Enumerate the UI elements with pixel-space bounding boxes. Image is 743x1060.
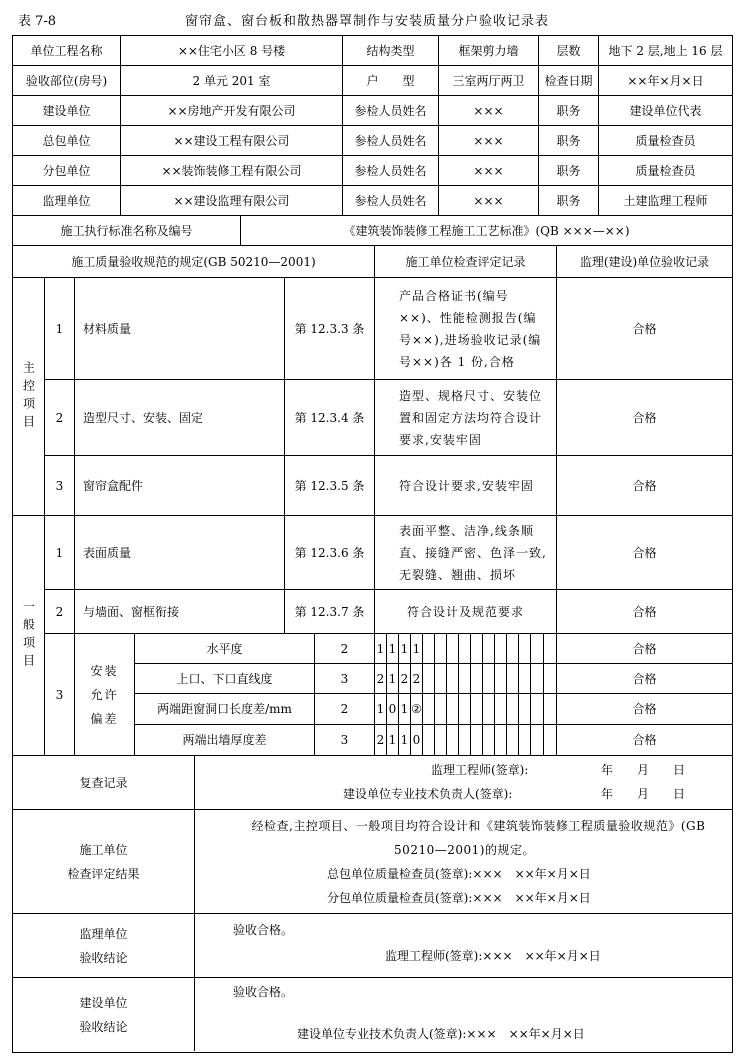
- item-record: 表面平整、洁净,线条顺直、接缝严密、色泽一致,无裂缝、翘曲、损坏: [375, 516, 557, 590]
- owner-result: [195, 978, 732, 1051]
- owner-text: 验收合格。: [233, 985, 294, 999]
- measure-cell: 1: [399, 725, 411, 756]
- construction-label: 施工单位 检查评定结果: [13, 810, 195, 914]
- measure-cell: [483, 634, 495, 664]
- tolerance-result: 合格: [557, 664, 732, 694]
- participant-unit-value: ××建设工程有限公司: [121, 126, 343, 156]
- item-record: 产品合格证书(编号××)、性能检测报告(编号××),进场验收记录(编号××)各 1 份,合格: [375, 278, 557, 380]
- standard-label: 施工执行标准名称及编号: [13, 216, 241, 246]
- measure-cell: [519, 725, 531, 756]
- item-clause: 第 12.3.5 条: [285, 456, 375, 516]
- measure-cell: 2: [411, 664, 423, 694]
- measure-cell: 1: [387, 725, 399, 756]
- measure-cell: ②: [411, 694, 423, 725]
- floors-value: 地下 2 层,地上 16 层: [599, 36, 732, 66]
- measure-cell: [544, 664, 557, 694]
- part-label: 验收部位(房号): [13, 66, 121, 96]
- participant-name-value: ×××: [439, 126, 539, 156]
- participant-name-label: 参检人员姓名: [343, 186, 439, 216]
- measure-cell: 1: [387, 664, 399, 694]
- measure-cell: [471, 634, 483, 664]
- participant-unit-label: 总包单位: [13, 126, 121, 156]
- tolerance-result: 合格: [557, 694, 732, 725]
- item-clause: 第 12.3.4 条: [285, 380, 375, 456]
- participant-name-label: 参检人员姓名: [343, 96, 439, 126]
- participant-duty-label: 职务: [539, 126, 599, 156]
- measure-cell: [423, 664, 435, 694]
- part-value: 2 单元 201 室: [121, 66, 343, 96]
- measure-cell: [423, 634, 435, 664]
- review-signatures: [195, 756, 732, 810]
- participant-name-label: 参检人员姓名: [343, 156, 439, 186]
- structure-label: 结构类型: [343, 36, 439, 66]
- measure-cell: [507, 634, 519, 664]
- measure-cell: [483, 664, 495, 694]
- measure-cell: 1: [399, 634, 411, 664]
- measure-cell: [531, 634, 544, 664]
- participant-duty-label: 职务: [539, 156, 599, 186]
- measure-cell: [459, 664, 471, 694]
- measure-cell: 2: [375, 664, 387, 694]
- measure-cell: [519, 664, 531, 694]
- participant-duty-label: 职务: [539, 96, 599, 126]
- measure-cell: 0: [387, 694, 399, 725]
- measure-cell: [495, 725, 507, 756]
- measure-cell: [519, 634, 531, 664]
- measure-cell: [531, 664, 544, 694]
- item-number: 3: [45, 634, 75, 756]
- measure-cell: [471, 664, 483, 694]
- item-number: 1: [45, 516, 75, 590]
- measure-cell: 1: [375, 634, 387, 664]
- measure-cell: [495, 694, 507, 725]
- item-clause: 第 12.3.6 条: [285, 516, 375, 590]
- supervision-sign: 监理工程师(签章):××× ××年×月×日: [385, 949, 601, 963]
- tolerance-allow: 2: [315, 694, 375, 725]
- participant-name-value: ×××: [439, 186, 539, 216]
- participant-unit-value: ××建设监理有限公司: [121, 186, 343, 216]
- measure-cell: [483, 694, 495, 725]
- measure-cell: [507, 725, 519, 756]
- measure-cell: [447, 725, 459, 756]
- tolerance-name: 安装允许偏差: [75, 634, 135, 756]
- participant-unit-value: ××房地产开发有限公司: [121, 96, 343, 126]
- participant-name-label: 参检人员姓名: [343, 126, 439, 156]
- measure-cell: [447, 634, 459, 664]
- item-result: 合格: [557, 590, 732, 634]
- measure-cell: [435, 694, 447, 725]
- item-result: 合格: [557, 516, 732, 590]
- tolerance-item: 上口、下口直线度: [135, 664, 315, 694]
- floors-label: 层数: [539, 36, 599, 66]
- owner-label: 建设单位 验收结论: [13, 978, 195, 1051]
- owner-sign: 建设单位专业技术负责人(签章):××× ××年×月×日: [297, 1027, 585, 1041]
- structure-value: 框架剪力墙: [439, 36, 539, 66]
- measure-cell: [507, 694, 519, 725]
- participant-duty-value: 建设单位代表: [599, 96, 732, 126]
- measure-cell: [544, 634, 557, 664]
- type-label: 户 型: [343, 66, 439, 96]
- review-owner-sign: 建设单位专业技术负责人(签章):: [343, 787, 513, 801]
- tolerance-result: 合格: [557, 634, 732, 664]
- measure-cell: [544, 725, 557, 756]
- acceptance-table: [12, 35, 733, 1053]
- review-supervisor-sign: 监理工程师(签章):: [431, 763, 529, 777]
- tolerance-allow: 3: [315, 664, 375, 694]
- measure-cell: [423, 694, 435, 725]
- measure-cell: [507, 664, 519, 694]
- item-clause: 第 12.3.7 条: [285, 590, 375, 634]
- measure-cell: [459, 725, 471, 756]
- participant-unit-label: 分包单位: [13, 156, 121, 186]
- measure-cell: [435, 664, 447, 694]
- supervision-label: 监理单位 验收结论: [13, 914, 195, 978]
- measure-cell: [423, 725, 435, 756]
- participant-duty-value: 土建监理工程师: [599, 186, 732, 216]
- measure-cell: [447, 694, 459, 725]
- type-value: 三室两厅两卫: [439, 66, 539, 96]
- subcontractor-sign: 分包单位质量检查员(签章):××× ××年×月×日: [327, 891, 591, 905]
- supervision-result: [195, 914, 732, 978]
- item-name: 材料质量: [75, 278, 285, 380]
- measure-cell: [531, 694, 544, 725]
- record-header: 施工单位检查评定记录: [375, 246, 557, 278]
- construction-result: [195, 810, 732, 914]
- project-label: 单位工程名称: [13, 36, 121, 66]
- measure-cell: [471, 694, 483, 725]
- standard-value: 《建筑装饰装修工程施工工艺标准》(QB ×××—××): [241, 216, 732, 246]
- review-date: 年 月 日: [601, 763, 686, 777]
- measure-cell: 1: [411, 634, 423, 664]
- table-header: [0, 8, 743, 30]
- participant-duty-label: 职务: [539, 186, 599, 216]
- participant-name-value: ×××: [439, 156, 539, 186]
- item-clause: 第 12.3.3 条: [285, 278, 375, 380]
- spec-header: 施工质量验收规范的规定(GB 50210—2001): [13, 246, 375, 278]
- item-record: 符合设计及规范要求: [375, 590, 557, 634]
- general-contractor-sign: 总包单位质量检查员(签章):××× ××年×月×日: [327, 867, 591, 881]
- item-number: 2: [45, 590, 75, 634]
- item-number: 2: [45, 380, 75, 456]
- measure-cell: [495, 634, 507, 664]
- general-group-label: 一般项目: [13, 516, 45, 756]
- tolerance-allow: 2: [315, 634, 375, 664]
- table-number: 表 7-8: [18, 14, 57, 29]
- measure-cell: [495, 664, 507, 694]
- measure-cell: [435, 725, 447, 756]
- tolerance-result: 合格: [557, 725, 732, 756]
- participant-duty-value: 质量检查员: [599, 156, 732, 186]
- tolerance-allow: 3: [315, 725, 375, 756]
- participant-duty-value: 质量检查员: [599, 126, 732, 156]
- measure-cell: 2: [375, 725, 387, 756]
- participant-unit-label: 监理单位: [13, 186, 121, 216]
- date-label: 检查日期: [539, 66, 599, 96]
- item-result: 合格: [557, 278, 732, 380]
- participant-unit-label: 建设单位: [13, 96, 121, 126]
- participant-name-value: ×××: [439, 96, 539, 126]
- measure-cell: [459, 694, 471, 725]
- item-name: 窗帘盒配件: [75, 456, 285, 516]
- review-date: 年 月 日: [601, 787, 686, 801]
- table-title: 窗帘盒、窗台板和散热器罩制作与安装质量分户验收记录表: [185, 14, 550, 29]
- measure-cell: 0: [411, 725, 423, 756]
- measure-cell: [435, 634, 447, 664]
- measure-cell: [544, 694, 557, 725]
- item-result: 合格: [557, 456, 732, 516]
- main-group-label: 主控项目: [13, 278, 45, 516]
- supervision-text: 验收合格。: [233, 923, 294, 937]
- item-record: 符合设计要求,安装牢固: [375, 456, 557, 516]
- item-name: 表面质量: [75, 516, 285, 590]
- measure-cell: 1: [399, 694, 411, 725]
- item-name: 造型尺寸、安装、固定: [75, 380, 285, 456]
- measure-cell: [459, 634, 471, 664]
- item-record: 造型、规格尺寸、安装位置和固定方法均符合设计要求,安装牢固: [375, 380, 557, 456]
- measure-cell: [471, 725, 483, 756]
- measure-cell: [519, 694, 531, 725]
- item-result: 合格: [557, 380, 732, 456]
- measure-cell: [483, 725, 495, 756]
- tolerance-item: 水平度: [135, 634, 315, 664]
- tolerance-item: 两端距窗洞口长度差/mm: [135, 694, 315, 725]
- measure-cell: [447, 664, 459, 694]
- measure-cell: [531, 725, 544, 756]
- participant-unit-value: ××装饰装修工程有限公司: [121, 156, 343, 186]
- item-number: 3: [45, 456, 75, 516]
- measure-cell: 1: [387, 634, 399, 664]
- result-header: 监理(建设)单位验收记录: [557, 246, 732, 278]
- item-number: 1: [45, 278, 75, 380]
- item-name: 与墙面、窗框衔接: [75, 590, 285, 634]
- project-value: ××住宅小区 8 号楼: [121, 36, 343, 66]
- date-value: ××年×月×日: [599, 66, 732, 96]
- measure-cell: 1: [375, 694, 387, 725]
- tolerance-item: 两端出墙厚度差: [135, 725, 315, 756]
- review-label: 复查记录: [13, 756, 195, 810]
- measure-cell: 2: [399, 664, 411, 694]
- construction-text: 经检查,主控项目、一般项目均符合设计和《建筑装饰装修工程质量验收规范》(GB 50210—2001)的规定。: [251, 819, 706, 857]
